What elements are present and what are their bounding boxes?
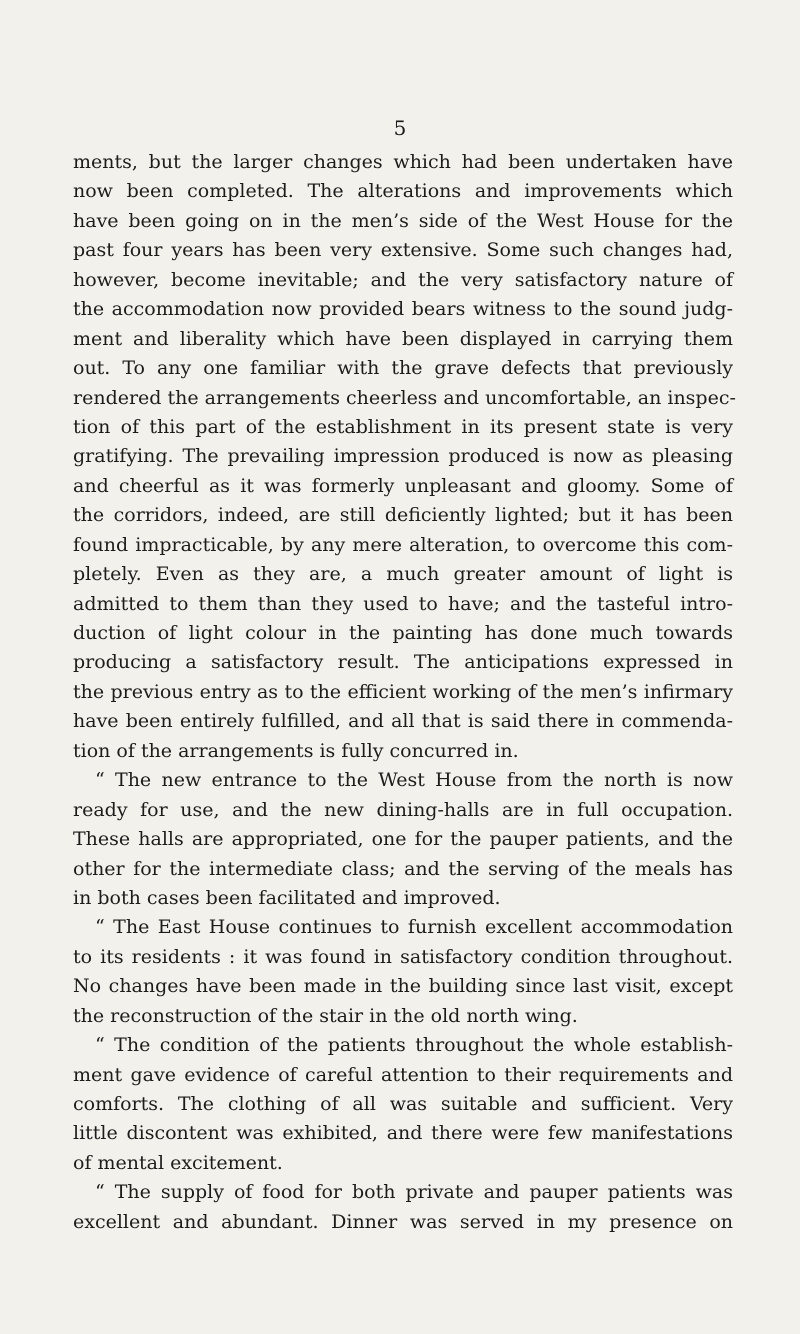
text-line: have been going on in the men’s side of the West House for the xyxy=(73,209,733,232)
text-line: past four years has been very extensive. Some such changes had, xyxy=(73,239,733,262)
text-line: ments, but the larger changes which had been undertaken have xyxy=(73,151,733,173)
text-line: however, become inevitable; and the very satisfactory nature of xyxy=(73,268,733,291)
text-line: the corridors, indeed, are still deficiently lighted; but it has been xyxy=(73,504,733,527)
text-line: duction of light colour in the painting has done much towards xyxy=(73,622,733,644)
text-line: now been completed. The alterations and improvements which xyxy=(73,180,733,203)
text-line: ment and liberality which have been displayed in carrying them xyxy=(73,327,733,350)
body-text xyxy=(73,148,736,1237)
text-line: No changes have been made in the building since last visit, except xyxy=(73,975,733,998)
text-line: These halls are appropriated, one for the pauper patients, and the xyxy=(73,828,733,851)
text-line: ready for use, and the new dining-halls are in full occupation. xyxy=(73,798,733,821)
text-line: little discontent was exhibited, and there were few manifestations xyxy=(73,1122,733,1145)
text-line: gratifying. The prevailing impression produced is now as pleasing xyxy=(73,445,733,468)
text-line: the accommodation now provided bears witness to the sound judg- xyxy=(73,298,733,321)
text-line: rendered the arrangements cheerless and uncomfortable, an inspec- xyxy=(73,386,736,409)
text-line: of mental excitement. xyxy=(73,1151,283,1174)
text-line: and cheerful as it was formerly unpleasant and gloomy. Some of xyxy=(73,474,733,497)
page-number: 5 xyxy=(393,116,407,140)
text-line: excellent and abundant. Dinner was served in my presence on xyxy=(73,1210,733,1233)
text-line: pletely. Even as they are, a much greater amount of light is xyxy=(73,563,733,586)
text-line: to its residents : it was found in satisfactory condition throughout. xyxy=(73,945,733,968)
text-line: “ The East House continues to furnish excellent accommodation xyxy=(95,916,733,939)
text-line: “ The supply of food for both private and pauper patients was xyxy=(95,1181,733,1204)
text-line: found impracticable, by any mere alteration, to overcome this com- xyxy=(73,533,733,556)
text-line: out. To any one familiar with the grave defects that previously xyxy=(73,357,733,380)
text-line: the previous entry as to the efficient working of the men’s infirmary xyxy=(73,680,733,703)
text-line: tion of this part of the establishment in its present state is very xyxy=(73,415,733,438)
text-line: comforts. The clothing of all was suitable and sufficient. Very xyxy=(73,1093,733,1115)
text-line: admitted to them than they used to have; and the tasteful intro- xyxy=(73,592,733,615)
text-line: in both cases been facilitated and improved. xyxy=(73,886,501,909)
text-line: “ The condition of the patients throughout the whole establish- xyxy=(95,1034,733,1057)
text-line: producing a satisfactory result. The anticipations expressed in xyxy=(73,651,733,674)
text-line: “ The new entrance to the West House from the north is now xyxy=(95,769,733,792)
text-line: ment gave evidence of careful attention to their requirements and xyxy=(73,1063,733,1086)
text-line: have been entirely fulfilled, and all that is said there in commenda- xyxy=(73,710,733,733)
text-line: other for the intermediate class; and the serving of the meals has xyxy=(73,857,733,880)
text-line: the reconstruction of the stair in the old north wing. xyxy=(73,1004,578,1027)
text-line: tion of the arrangements is fully concurred in. xyxy=(73,739,519,762)
